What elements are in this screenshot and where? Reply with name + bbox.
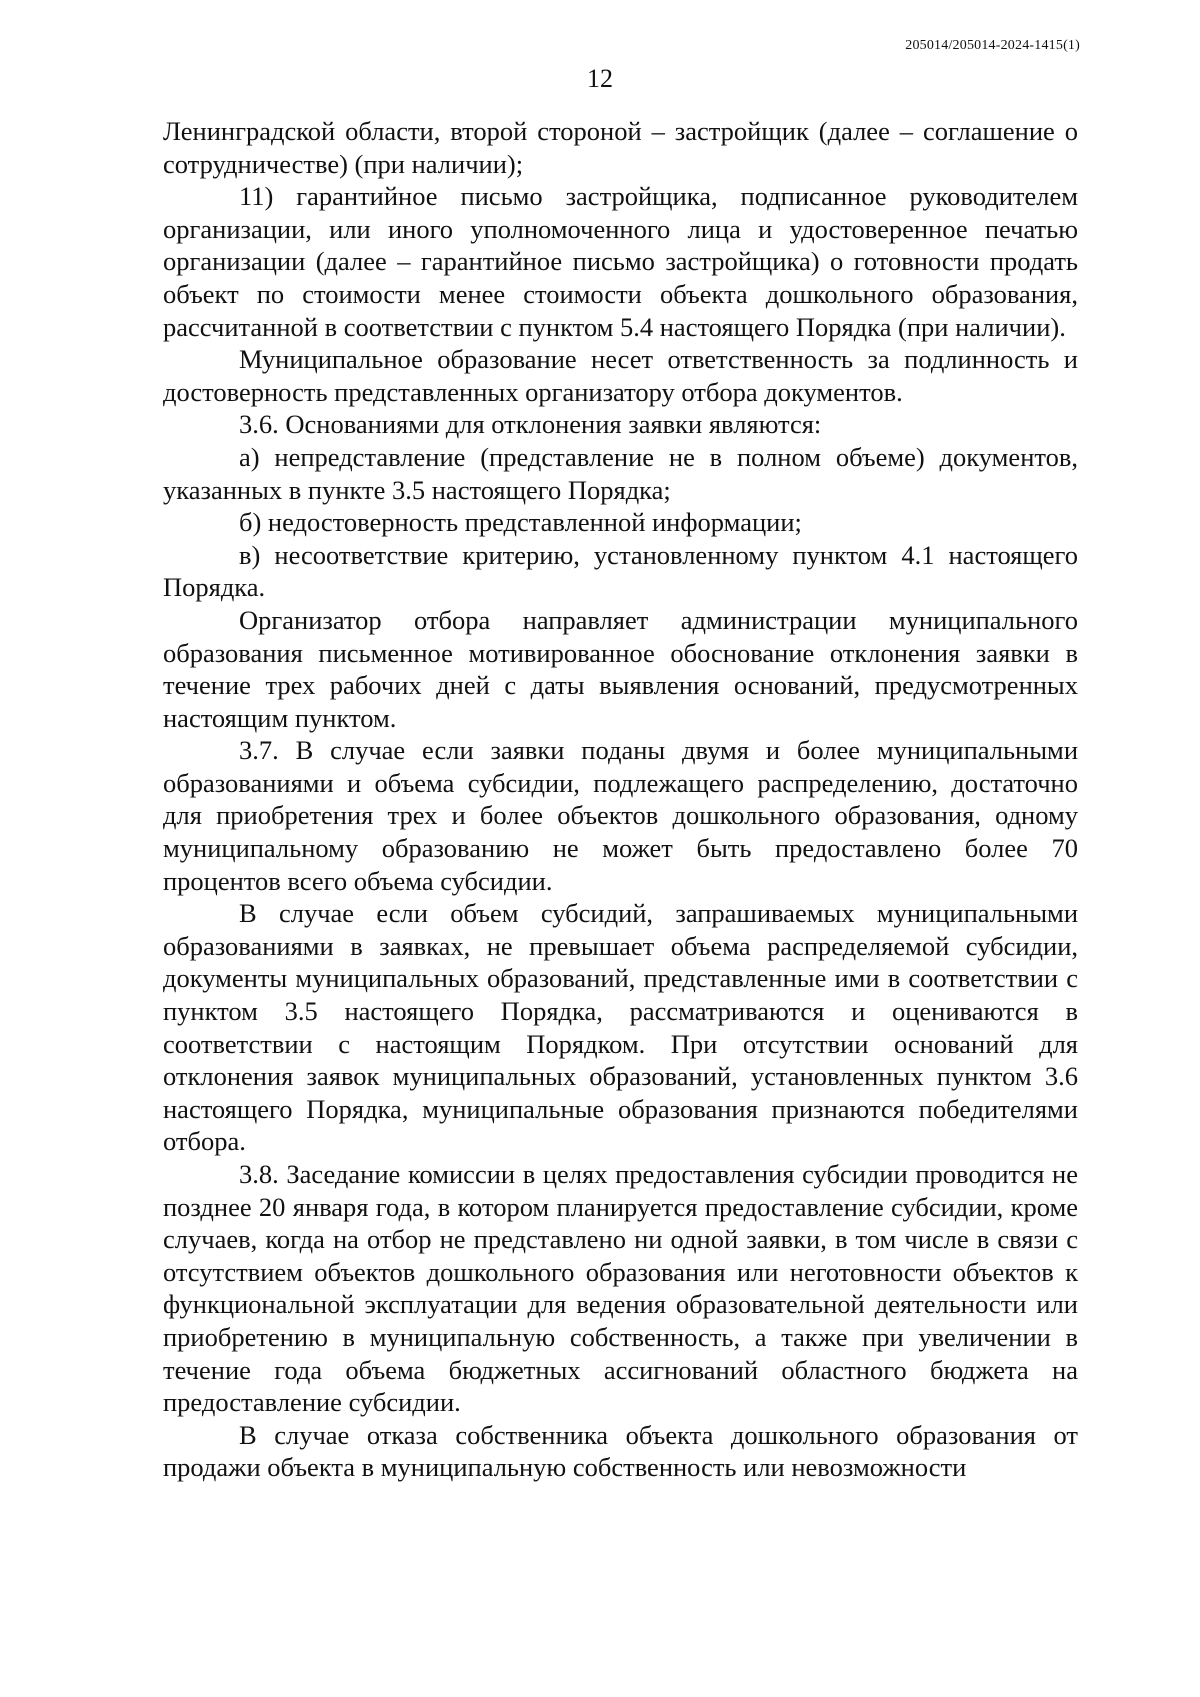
- paragraph-rejection-notice: Организатор отбора направляет администрации муниципального образования письменное мотивированное обоснование отклонения заявки в течение трех рабочих дней с даты выявления оснований, предусмотренных настоящим пунктом.: [163, 604, 1078, 733]
- paragraph-3-6-b: б) недостоверность представленной информации;: [239, 507, 802, 538]
- document-body: [163, 115, 1078, 1484]
- paragraph-3-7: 3.7. В случае если заявки поданы двумя и более муниципальными образованиями и объема субсидии, подлежащего распределению, достаточно для приобретения трех и более объектов дошкольного образования, одному муниципальному образованию не может быть предоставлено более 70 процентов всего объема субсидии.: [163, 735, 1078, 896]
- paragraph-subsidy-volume: В случае если объем субсидий, запрашиваемых муниципальными образованиями в заявках, не превышает объема распределяемой субсидии, документы муниципальных образований, представленные ими в соответствии с пунктом 3.5 настоящего Порядка, рассматриваются и оцениваются в соответствии с настоящим Порядком. При отсутствии оснований для отклонения заявок муниципальных образований, установленных пунктом 3.6 настоящего Порядка, муниципальные образования признаются победителями отбора.: [163, 898, 1078, 1157]
- paragraph-continuation: Ленинградской области, второй стороной – застройщик (далее – соглашение о сотрудничестве) (при наличии);: [163, 116, 1078, 179]
- paragraph-3-6-a: а) непредставление (представление не в полном объеме) документов, указанных в пункте 3.5 настоящего Порядка;: [163, 441, 1078, 505]
- page-number: 12: [587, 64, 613, 93]
- paragraph-item-11: 11) гарантийное письмо застройщика, подписанное руководителем организации, или иного уполномоченного лица и удостоверенное печатью организации (далее – гарантийное письмо застройщика) о готовности продать объект по стоимости менее стоимости объекта дошкольного образования, рассчитанной в соответствии с пунктом 5.4 настоящего Порядка (при наличии).: [163, 181, 1078, 342]
- paragraph-3-8: 3.8. Заседание комиссии в целях предоставления субсидии проводится не позднее 20 января года, в котором планируется предоставление субсидии, кроме случаев, когда на отбор не представлено ни одной заявки, в том числе в связи с отсутствием объектов дошкольного образования или неготовности объектов к функциональной эксплуатации для ведения образовательной деятельности или приобретению в муниципальную собственность, а также при увеличении в течение года объема бюджетных ассигнований областного бюджета на предоставление субсидии.: [163, 1159, 1078, 1418]
- paragraph-3-6-v: в) несоответствие критерию, установленному пунктом 4.1 настоящего Порядка.: [163, 539, 1078, 603]
- paragraph-3-6: 3.6. Основаниями для отклонения заявки являются:: [239, 409, 822, 440]
- paragraph-responsibility: Муниципальное образование несет ответственность за подлинность и достоверность представленных организатору отбора документов.: [163, 344, 1078, 407]
- document-registration-code: 205014/205014-2024-1415(1): [905, 38, 1080, 53]
- paragraph-owner-refusal: В случае отказа собственника объекта дошкольного образования от продажи объекта в муниципальную собственность или невозможности: [163, 1419, 1078, 1483]
